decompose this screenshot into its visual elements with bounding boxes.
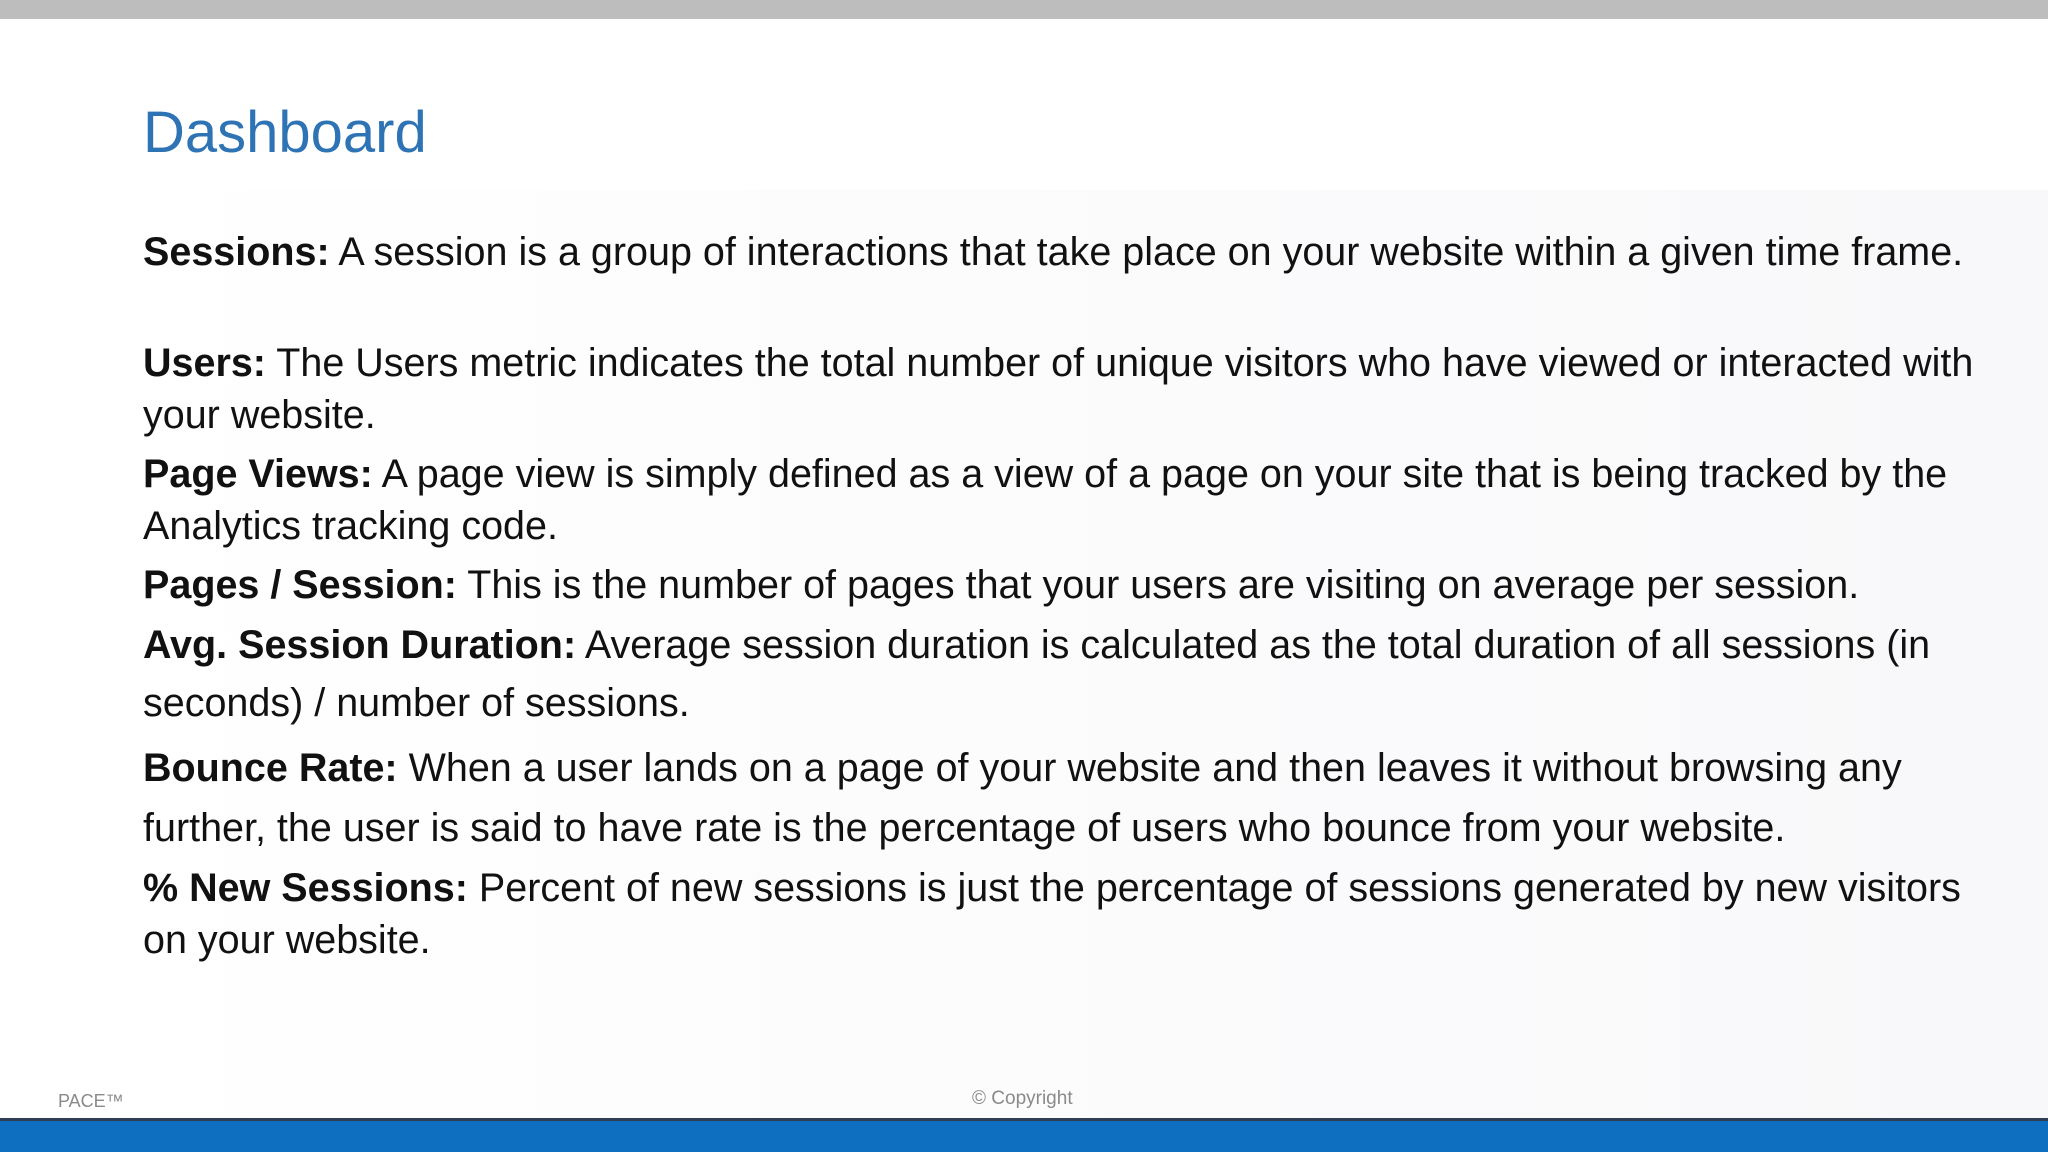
top-bar [0, 0, 2048, 19]
definition-bounce-rate [143, 738, 2005, 858]
definition-term: Sessions: [143, 230, 330, 274]
definition-pages-per-session [143, 559, 2005, 611]
definition-page-views [143, 448, 2005, 552]
definition-term: Pages / Session: [143, 563, 457, 607]
definition-sessions [143, 226, 2005, 278]
footer-copyright: © Copyright [972, 1088, 1073, 1109]
definition-avg-session-duration [143, 616, 2005, 732]
definition-text: This is the number of pages that your users are visiting on average per session. [456, 563, 1860, 607]
definition-text: The Users metric indicates the total number of unique visitors who have viewed or interacted with your website. [143, 341, 1974, 437]
definition-term: Users: [143, 341, 266, 385]
definition-users [143, 337, 2005, 441]
definition-term: Bounce Rate: [143, 746, 398, 790]
definition-new-sessions [143, 862, 2005, 966]
definition-text: When a user lands on a page of your website and then leaves it without browsing any further, the user is said to have rate is the percentage of users who bounce from your website. [143, 746, 1902, 850]
definition-text: Percent of new sessions is just the percentage of sessions generated by new visitors on your website. [143, 866, 1961, 962]
definition-text: A session is a group of interactions that take place on your website within a given time frame. [329, 230, 1964, 274]
bottom-bar [0, 1121, 2048, 1152]
definition-term: Avg. Session Duration: [143, 623, 577, 667]
definition-text: Average session duration is calculated as the total duration of all sessions (in seconds) / number of sessions. [143, 623, 1931, 725]
definition-term: Page Views: [143, 452, 373, 496]
definition-text: A page view is simply defined as a view of a page on your site that is being tracked by the Analytics tracking code. [143, 452, 1948, 548]
footer-brand: PACE™ [58, 1091, 124, 1111]
definition-term: % New Sessions: [143, 866, 468, 910]
slide-title: Dashboard [143, 100, 427, 165]
